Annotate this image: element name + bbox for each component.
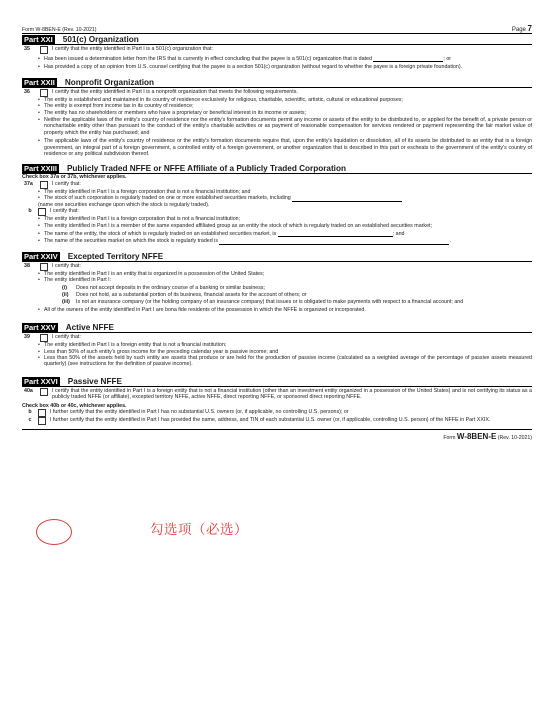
red-circle-annotation [36,519,72,545]
form-id: Form W-8BEN-E (Rev. 10-2021) [22,27,97,33]
part-tag: Part XXVI [24,376,58,386]
page-number: Page 7 [511,24,532,33]
line-37a [22,181,532,189]
list-item: • The stock of such corporation is regularly traded on one or more established securities markets, including [22,195,532,201]
list-item: • The name of the securities market on which the stock is regularly traded is . [38,238,451,245]
list-item: • Less than 50% of the assets held by such entity are assets that produce or are held for the production of passive income (calculated as a weighted average of the percentage of passive assets measured quarterly) (see instructions for the definition of passive income). [38,355,532,368]
line-number: 38 [24,262,30,269]
checkbox-40a[interactable] [40,388,48,396]
page-header [22,0,532,34]
line-38 [22,263,532,271]
list-item: • The entity has no shareholders or members who have a proprietary or beneficial interest in its income or assets; [38,109,307,116]
list-item: • All of the owners of the entity identified in Part I are bona fide residents of the possession in which the NFFE is organized or incorporated. [38,306,366,313]
line-number: 36 [24,88,30,95]
list-item: • Has provided a copy of an opinion from U.S. counsel certifying that the payee is a section 501(c) organization (without regard to whether the payee is a foreign private foundation). [38,64,463,71]
sub-item: (i) Does not accept deposits in the ordinary course of a banking or similar business; [62,284,266,291]
checkbox-40b[interactable] [38,409,46,417]
sub-item: (ii) Does not hold, as a substantial portion of its business, financial assets for the account of others; or [62,292,307,299]
date-field[interactable] [373,61,443,62]
part-title: Excepted Territory NFFE [67,251,164,261]
part-title: Passive NFFE [67,376,122,386]
required-annotation: 勾选项（必选） [150,522,248,538]
checkbox-37a[interactable] [40,181,48,189]
checkbox-36[interactable] [40,89,48,97]
line-40a [22,388,532,401]
list-item: • The entity is exempt from income tax in its country of residence; [38,103,194,110]
line-40b [22,409,532,417]
list-item: • The entity identified in Part I is a foreign corporation that is not a financial institution; [38,216,241,223]
part-xxi-heading [22,35,532,45]
line-text: I certify that the entity identified in Part I is a nonprofit organization that meets the following requirements. [52,88,298,95]
market-name-field[interactable] [219,244,449,245]
part-xxiv-heading [22,252,532,262]
checkbox-38[interactable] [40,263,48,271]
list-item: • The entity identified in Part I is an entity that is organized in a possession of the United States; [38,270,265,277]
line-37b [22,208,532,216]
part-tag: Part XXV [24,323,56,333]
list-item: • The entity identified in Part I: [38,277,112,284]
checkbox-39[interactable] [40,334,48,342]
checkbox-40c[interactable] [38,417,46,425]
part-title: 501(c) Organization [62,35,139,44]
line-number: 37a [24,180,33,187]
part-tag: Part XXI [24,35,53,44]
part-tag: Part XXIII [24,164,57,174]
line-number: b [28,409,32,416]
line-number: b [28,208,32,215]
list-item: (name one securities exchange upon which the stock is regularly traded). [38,201,210,208]
line-35 [22,46,532,54]
part-xxvi-heading [22,377,532,387]
line-text: I certify that: [52,180,81,187]
part-xxii-heading [22,78,532,88]
checkbox-37b[interactable] [38,208,46,216]
list-item: • Less than 50% of such entity's gross income for the preceding calendar year is passive income; and [38,348,279,355]
entity-name-field[interactable] [278,236,393,237]
part-xxiii-heading [22,164,532,174]
line-number: 39 [24,334,30,341]
list-item: • The entity identified in Part I is a foreign corporation that is not a financial institution; and [38,188,251,195]
list-item: • Has been issued a determination letter from the IRS that is currently in effect concluding that the payee is a 501(c) organization that is dated ; or [38,56,452,62]
check-instruction: Check box 40b or 40c, whichever applies. [22,402,127,409]
line-number: 40a [24,387,33,394]
part-xxv-heading [22,323,532,333]
line-number: c [28,417,32,424]
line-text: I further certify that the entity identified in Part I has no substantial U.S. owners (or, if applicable, no controlling U.S. persons); or [50,409,349,416]
part-tag: Part XXII [24,77,55,87]
line-text: I certify that: [52,262,81,269]
line-text: I certify that: [52,334,81,341]
sub-item: (iii) Is not an insurance company (or the holding company of an insurance company) that issues or is obligated to make payments with respect to a financial account; and [62,299,464,306]
part-title: Publicly Traded NFFE or NFFE Affiliate of a Publicly Traded Corporation [66,164,346,174]
line-36 [22,89,532,97]
check-instruction: Check box 37a or 37b, whichever applies. [22,174,127,181]
line-text: I certify that the entity identified in Part I is a 501(c) organization that: [52,46,214,52]
checkbox-35[interactable] [40,46,48,54]
list-item: • The applicable laws of the entity's country of residence or the entity's formation documents require that, upon the entity's liquidation or dissolution, all of its assets be distributed to an entity that is a foreign government, an integral part of a foreign government, a controlled entity of a foreign government, or another organization that is described in this part or escheats to the government of the entity's country of residence or any political subdivision thereof. [38,138,532,158]
list-item: • The entity identified in Part I is a foreign entity that is not a financial institution; [38,342,227,349]
list-item: • The entity is established and maintained in its country of residence exclusively for religious, charitable, scientific, artistic, cultural or educational purposes; [38,96,403,103]
line-39 [22,334,532,342]
line-number: 35 [24,46,30,52]
list-item: • Neither the applicable laws of the entity's country of residence nor the entity's formation documents permit any income or assets of the entity to be distributed to, or applied for the benefit of, a private person or noncharitable entity other than pursuant to the conduct of the entity's charitable activities or as payment of reasonable compensation for services rendered or payment representing the fair market value of property which the entity has purchased; and [38,117,532,136]
line-text: I certify that: [50,208,79,215]
part-title: Nonprofit Organization [64,77,155,87]
line-text: I certify that the entity identified in Part I is a foreign entity that is not a financial institution (other than an investment entity organized in a possession of the United States) and is not certifying its status as a publicly traded NFFE (or affiliate), excepted territory NFFE, active NFFE, direct reporting NFFE, or sponsored direct reporting NFFE. [52,387,532,401]
page-footer: Form W-8BEN-E (Rev. 10-2021) [22,429,532,441]
part-tag: Part XXIV [24,251,58,261]
line-text: I further certify that the entity identified in Part I has provided the name, address, and TIN of each substantial U.S. owner (or, if applicable, controlling U.S. person) of the NFFE in Part XXIX. [50,417,491,424]
list-item: • The entity identified in Part I is a member of the same expanded affiliated group as an entity the stock of which is regularly traded on an established securities market; [38,222,432,229]
line-40c [22,417,532,425]
part-title: Active NFFE [65,323,114,333]
list-item: • The name of the entity, the stock of which is regularly traded on an established securities market, is ; and [38,231,405,237]
